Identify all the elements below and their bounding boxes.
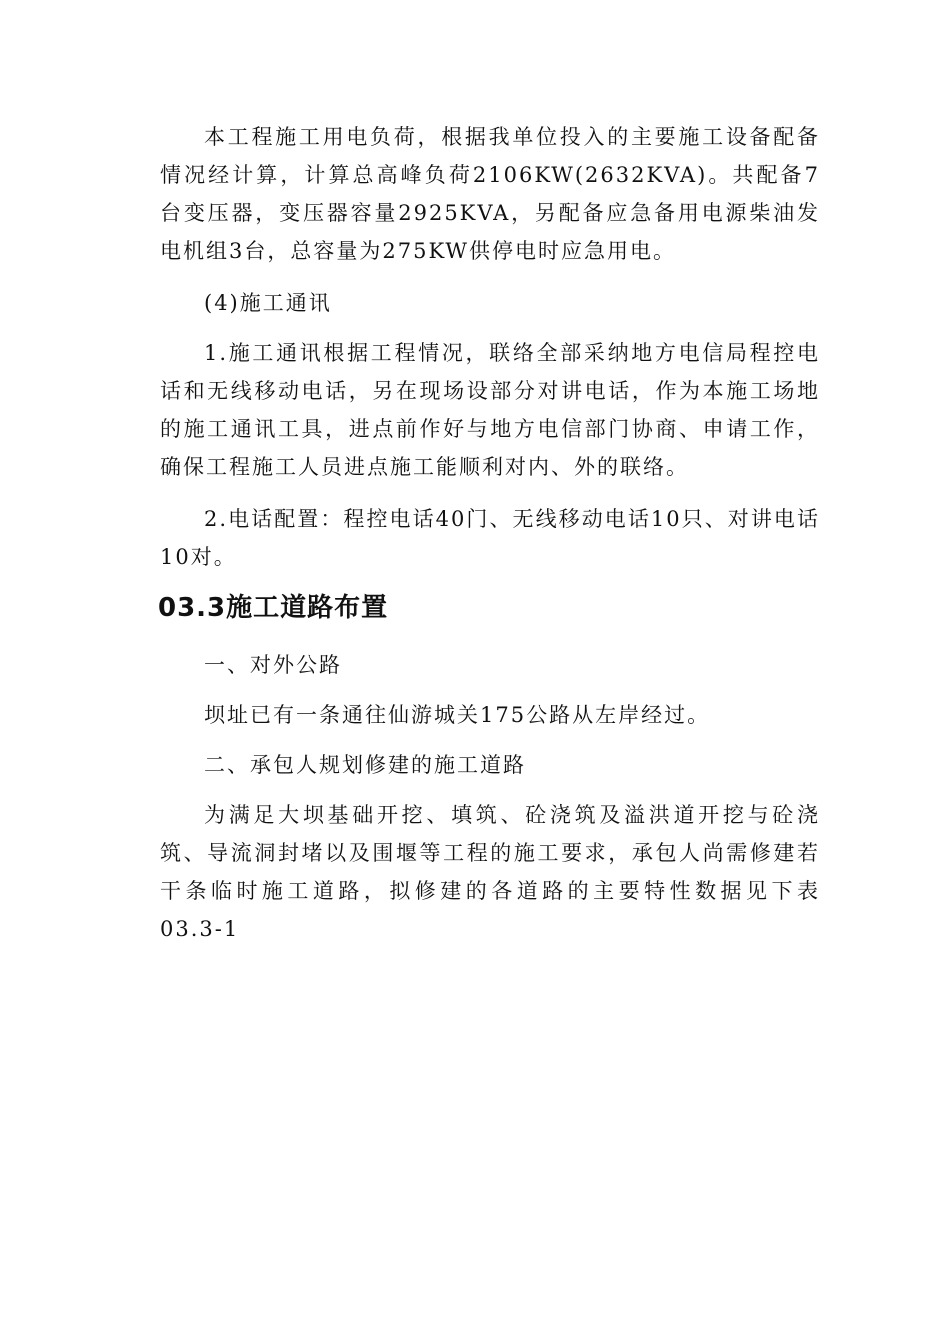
- external-road-heading: 一、对外公路: [204, 653, 342, 677]
- contractor-road-paragraph: 为满足大坝基础开挖、填筑、砼浇筑及溢洪道开挖与砼浇筑、导流洞封堵以及围堰等工程的施工要求，承包人尚需修建若干条临时施工道路，拟修建的各道路的主要特性数据见下表03.3-1: [160, 803, 820, 941]
- power-load-paragraph: 本工程施工用电负荷，根据我单位投入的主要施工设备配备情况经计算，计算总高峰负荷2106KW(2632KVA)。共配备7台变压器，变压器容量2925KVA，另配备应急备用电源柴油发电机组3台，总容量为275KW供停电时应急用电。: [160, 125, 820, 263]
- document-body: [160, 118, 820, 962]
- communication-paragraph: 1.施工通讯根据工程情况，联络全部采纳地方电信局程控电话和无线移动电话，另在现场设部分对讲电话，作为本施工场地的施工通讯工具，进点前作好与地方电信部门协商、申请工作，确保工程施工人员进点施工能顺利对内、外的联络。: [160, 341, 820, 479]
- phone-config-paragraph: 2.电话配置：程控电话40门、无线移动电话10只、对讲电话10对。: [160, 507, 820, 569]
- section-heading-roads: 03.3施工道路布置: [158, 593, 389, 623]
- contractor-road-heading: 二、承包人规划修建的施工道路: [204, 753, 526, 777]
- external-road-paragraph: 坝址已有一条通往仙游城关175公路从左岸经过。: [204, 703, 711, 727]
- subsection-communication: (4)施工通讯: [204, 291, 332, 315]
